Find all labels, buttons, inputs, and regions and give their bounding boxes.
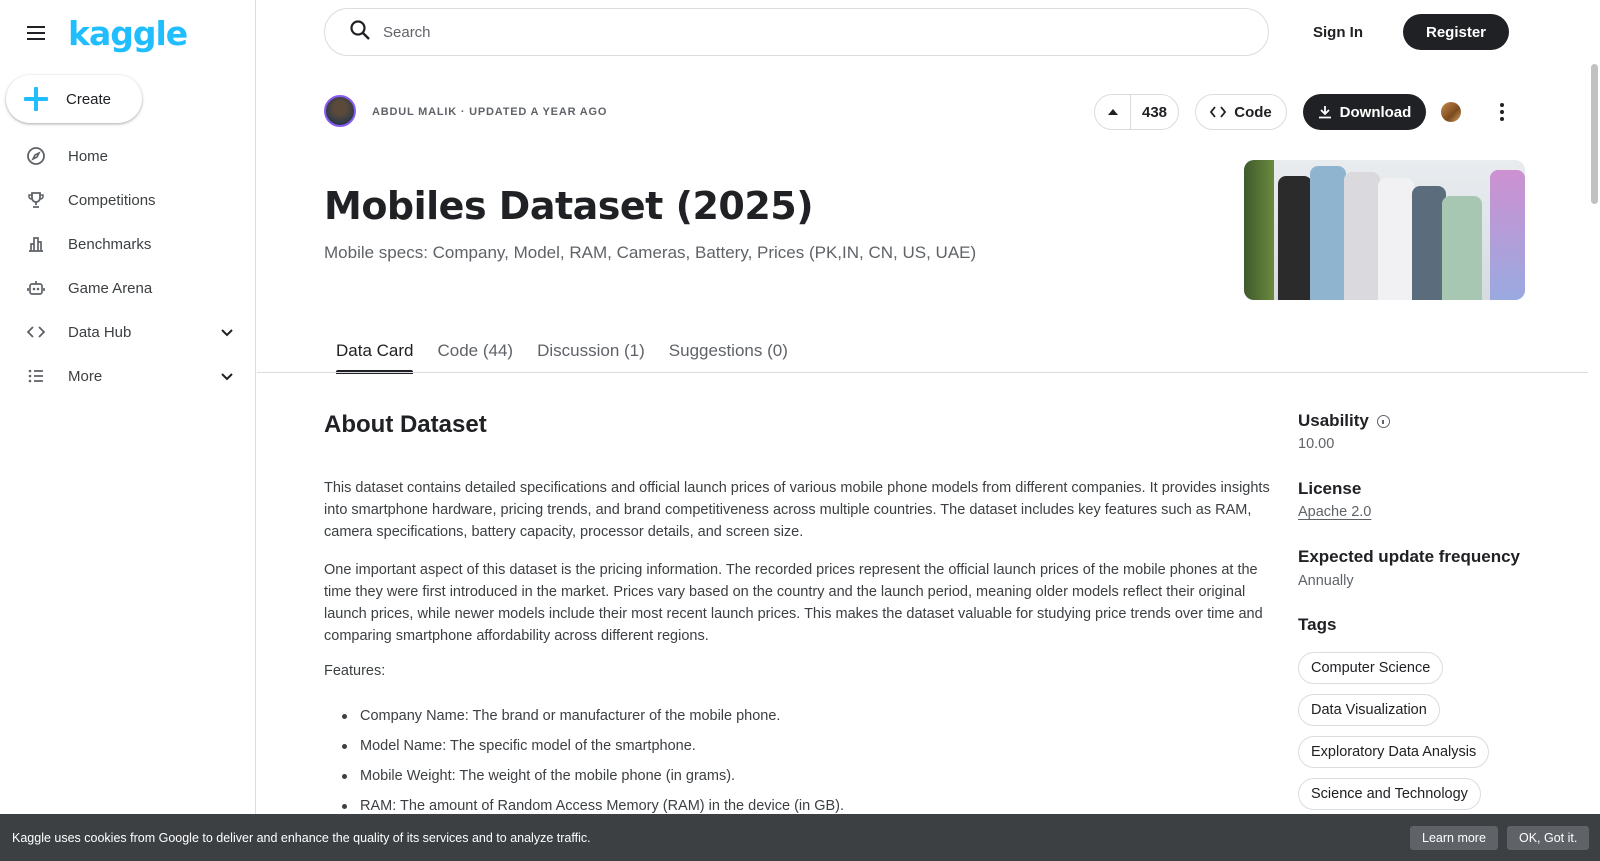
sidebar-item-competitions[interactable] [0, 178, 255, 222]
tag-chip[interactable]: Data Visualization [1298, 694, 1440, 726]
tab-suggestions[interactable]: Suggestions (0) [668, 341, 788, 360]
description-paragraph: This dataset contains detailed specifications and official launch prices of various mobile phone models from different companies. It provides insights into smartphone hardware, pricing trends, and brand competitiveness across multiple countries. The dataset includes key features such as RAM, camera specifications, battery capacity, processor details, and screen size. [324, 480, 1270, 540]
cookie-message: Kaggle uses cookies from Google to deliver and enhance the quality of its services and to analyze traffic. [12, 830, 591, 845]
usability-heading [1298, 411, 1390, 431]
sidebar-item-label: Data Hub [68, 323, 132, 341]
tag-chip[interactable]: Computer Science [1298, 652, 1443, 684]
tab-discussion[interactable]: Discussion (1) [537, 341, 645, 360]
chevron-down-icon[interactable] [219, 368, 235, 384]
tab-bar [324, 330, 800, 372]
search-placeholder: Search [383, 23, 431, 41]
sidebar-item-label: Game Arena [68, 279, 153, 297]
list-item: Mobile Weight: The weight of the mobile phone (in grams). [340, 766, 844, 796]
list-item: Model Name: The specific model of the smartphone. [340, 736, 844, 766]
sidebar-item-data-hub[interactable] [0, 310, 255, 354]
cookie-banner [0, 814, 1600, 861]
bar-chart-icon [26, 234, 46, 254]
about-dataset-heading: About Dataset [324, 411, 487, 438]
license-link[interactable]: Apache 2.0 [1298, 504, 1372, 520]
page-subtitle: Mobile specs: Company, Model, RAM, Cameras, Battery, Prices (PK,IN, CN, US, UAE) [324, 243, 977, 262]
page-title: Mobiles Dataset (2025) [324, 184, 814, 228]
upvote-count: 438 [1141, 103, 1168, 121]
list-icon [26, 366, 46, 386]
avatar[interactable] [324, 95, 356, 127]
sign-in-button[interactable]: Sign In [1313, 23, 1363, 41]
tabs-divider [257, 372, 1588, 373]
sidebar-item-label: Home [68, 147, 109, 165]
upvote-widget [1094, 94, 1179, 130]
search-icon [349, 19, 371, 46]
sidebar-item-benchmarks[interactable] [0, 222, 255, 266]
caret-up-icon [1107, 107, 1119, 117]
download-button[interactable] [1303, 94, 1426, 130]
sidebar [0, 0, 256, 861]
sidebar-item-home[interactable] [0, 134, 255, 178]
tab-data-card[interactable]: Data Card [324, 330, 425, 372]
register-button[interactable]: Register [1403, 14, 1509, 50]
more-options-icon[interactable] [1490, 100, 1514, 124]
chevron-down-icon[interactable] [219, 324, 235, 340]
compass-icon [26, 146, 46, 166]
kaggle-logo[interactable]: kaggle [68, 13, 188, 53]
scrollbar-thumb[interactable] [1591, 64, 1598, 204]
tab-code[interactable]: Code (44) [437, 341, 514, 360]
usability-label: Usability [1298, 411, 1369, 430]
plus-icon [24, 87, 48, 111]
sidebar-item-label: Competitions [68, 191, 156, 209]
sidebar-item-label: Benchmarks [68, 235, 152, 253]
license-heading: License [1298, 479, 1362, 498]
menu-icon[interactable] [24, 21, 48, 45]
usability-value: 10.00 [1298, 436, 1335, 452]
sidebar-item-game-arena[interactable] [0, 266, 255, 310]
tags-heading: Tags [1298, 615, 1337, 634]
sidebar-header [0, 0, 255, 66]
list-item: RAM: The amount of Random Access Memory (RAM) in the device (in GB). [340, 796, 844, 826]
sidebar-item-label: More [68, 367, 103, 385]
search-input[interactable] [324, 8, 1269, 56]
ok-got-it-button[interactable]: OK, Got it. [1507, 826, 1589, 850]
code-button[interactable] [1195, 94, 1287, 130]
bronze-medal-icon [1441, 102, 1461, 122]
tag-chip[interactable]: Exploratory Data Analysis [1298, 736, 1489, 768]
upvote-button[interactable] [1095, 95, 1131, 129]
dataset-cover-image [1244, 160, 1525, 300]
update-frequency-value: Annually [1298, 573, 1354, 589]
download-icon [1318, 105, 1332, 119]
learn-more-button[interactable]: Learn more [1410, 826, 1498, 850]
code-brackets-icon [1210, 105, 1226, 119]
tag-chip[interactable]: Science and Technology [1298, 778, 1481, 810]
code-button-label: Code [1234, 103, 1272, 121]
update-frequency-heading: Expected update frequency [1298, 547, 1521, 566]
robot-icon [26, 278, 46, 298]
create-button[interactable] [6, 75, 142, 123]
list-item: Company Name: The brand or manufacturer of the mobile phone. [340, 706, 844, 736]
author-byline[interactable]: ABDUL MALIK · UPDATED A YEAR AGO [372, 106, 608, 118]
features-label: Features: [324, 663, 386, 679]
create-label: Create [66, 90, 112, 108]
download-button-label: Download [1339, 103, 1412, 121]
features-list [340, 706, 844, 826]
description-paragraph: One important aspect of this dataset is the pricing information. The recorded prices represent the official launch prices of the mobile phones at the time they were first introduced in the market. Prices vary based on the country and the launch period, meaning older models reflect their original launch prices, while newer models include their most recent launch prices. This makes the dataset valuable for studying price trends over time and comparing smartphone affordability across different regions. [324, 562, 1263, 644]
code-brackets-icon [26, 322, 46, 342]
sidebar-item-more[interactable] [0, 354, 255, 398]
trophy-icon [26, 190, 46, 210]
sidebar-nav [0, 134, 255, 398]
info-icon[interactable] [1377, 415, 1390, 428]
